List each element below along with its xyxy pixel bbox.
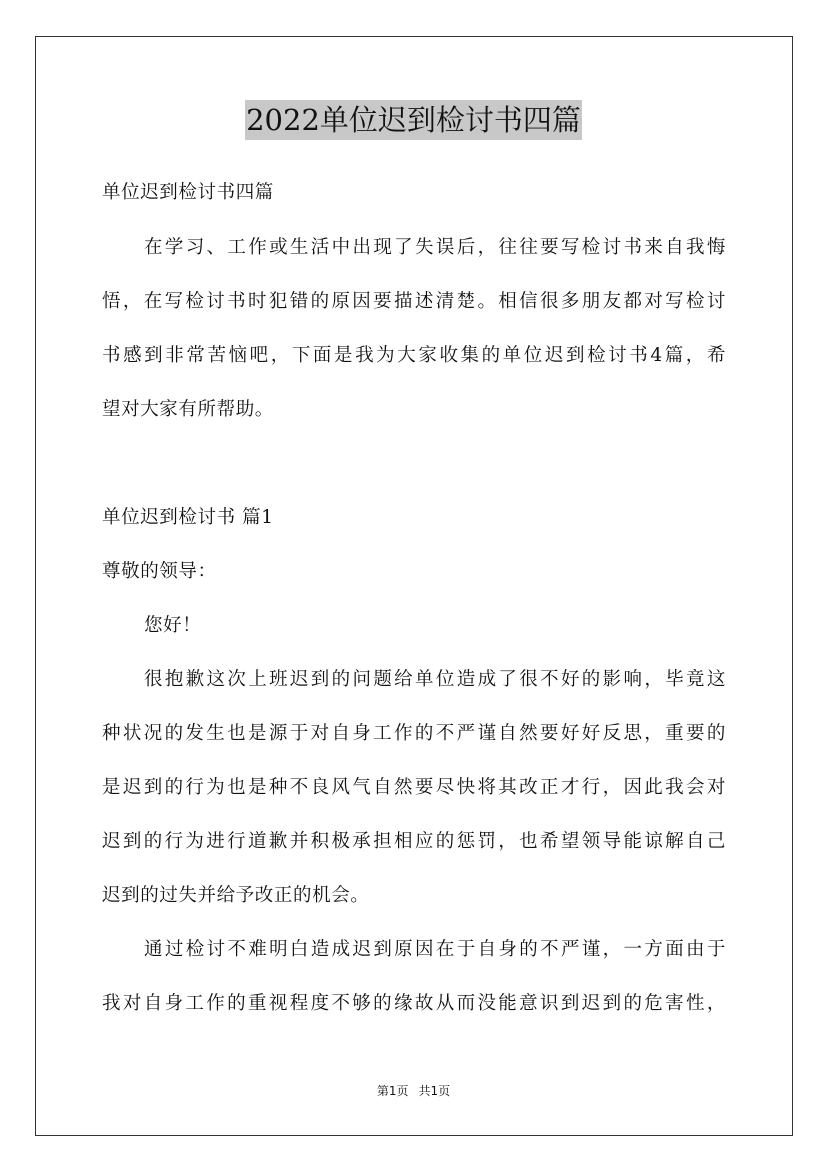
- paragraph-line: 我对自身工作的重视程度不够的缘故从而没能意识到迟到的危害性，: [102, 993, 726, 1014]
- salutation: 尊敬的领导：: [102, 561, 217, 582]
- paragraph-line: 迟到的行为进行道歉并积极承担相应的惩罚，也希望领导能谅解自己: [102, 831, 726, 852]
- intro-line: 在学习、工作或生活中出现了失误后，往往要写检讨书来自我悔: [144, 237, 726, 258]
- page-total: 共1页: [418, 1084, 451, 1098]
- greeting: 您好！: [144, 615, 202, 636]
- paragraph-line: 种状况的发生也是源于对自身工作的不严谨自然要好好反思，重要的: [102, 723, 726, 744]
- title-container: [0, 100, 827, 140]
- intro-line: 书感到非常苦恼吧，下面是我为大家收集的单位迟到检讨书4篇，希: [102, 345, 726, 366]
- page-footer: [0, 1083, 827, 1099]
- document-title: 2022单位迟到检讨书四篇: [245, 100, 582, 140]
- page-number: 第1页: [376, 1084, 409, 1098]
- intro-line: 望对大家有所帮助。: [102, 399, 274, 420]
- paragraph-line: 通过检讨不难明白造成迟到原因在于自身的不严谨，一方面由于: [144, 939, 726, 960]
- paragraph-line: 很抱歉这次上班迟到的问题给单位造成了很不好的影响，毕竟这: [144, 669, 726, 690]
- document-subtitle: 单位迟到检讨书四篇: [102, 182, 274, 203]
- section-heading: 单位迟到检讨书 篇1: [102, 507, 274, 528]
- paragraph-line: 迟到的过失并给予改正的机会。: [102, 885, 370, 906]
- paragraph-line: 是迟到的行为也是种不良风气自然要尽快将其改正才行，因此我会对: [102, 777, 726, 798]
- intro-line: 悟，在写检讨书时犯错的原因要描述清楚。相信很多朋友都对写检讨: [102, 291, 726, 312]
